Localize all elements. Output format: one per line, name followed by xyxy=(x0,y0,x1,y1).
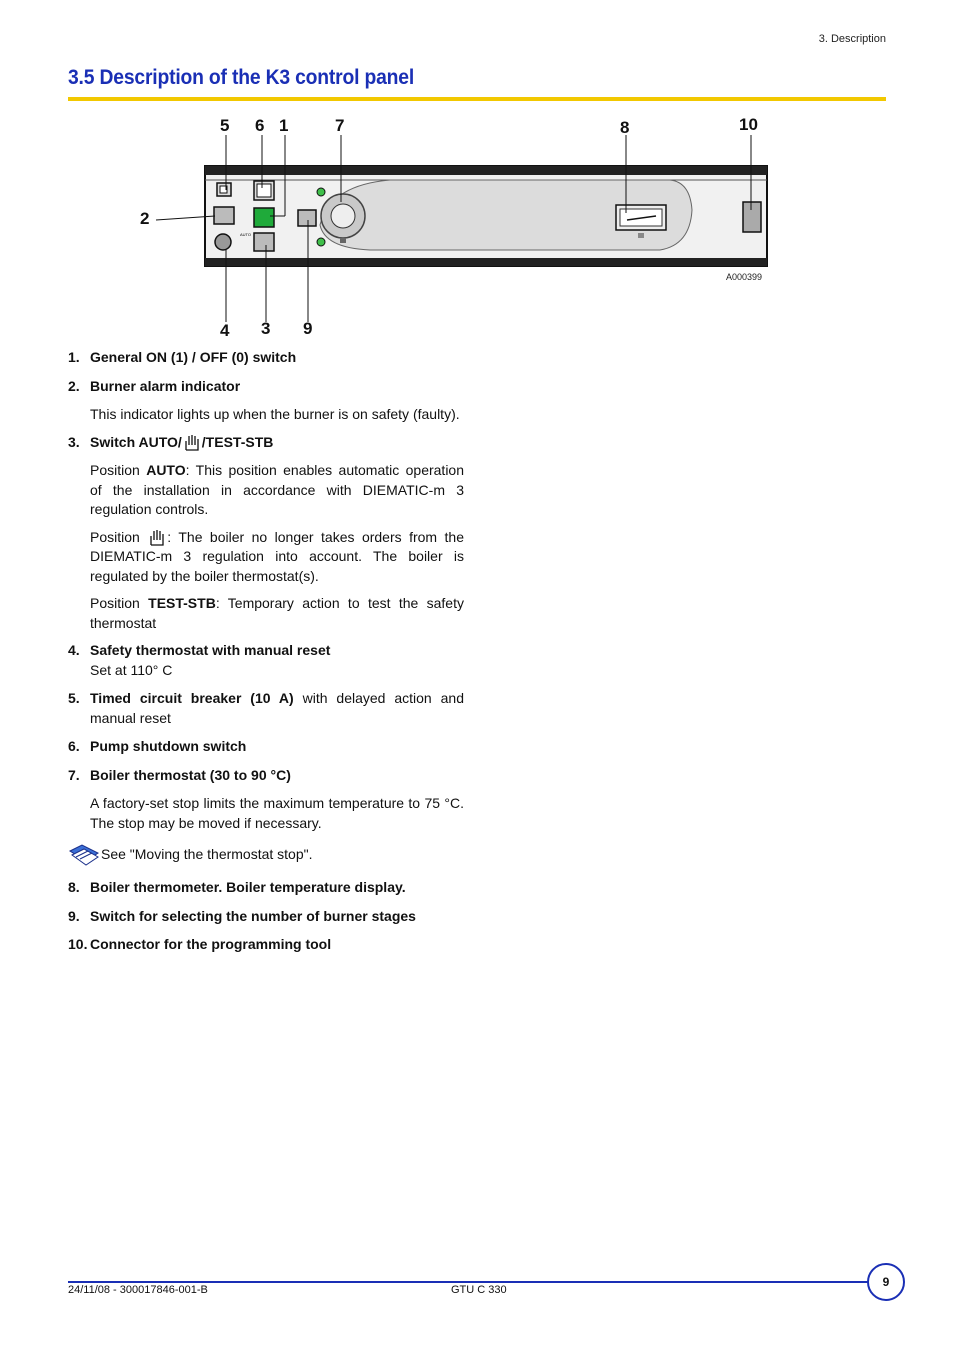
footer-rule xyxy=(68,1281,878,1283)
page-number: 9 xyxy=(867,1263,905,1301)
item-title: Connector for the programming tool xyxy=(90,936,332,952)
item-title: Switch for selecting the number of burner stages xyxy=(90,907,416,924)
control-panel-figure xyxy=(130,110,780,345)
item-title: Safety thermostat with manual reset xyxy=(90,642,331,658)
item-title-part: /TEST-STB xyxy=(201,433,274,450)
item-number: 9. xyxy=(68,907,80,924)
item-number: 6. xyxy=(68,738,80,754)
item-description: Position : The boiler no longer takes orders from the DIEMATIC-m 3 regulation into account. The boiler is regulated by the boiler thermostat(s). xyxy=(90,528,464,584)
list-item xyxy=(68,377,464,397)
callout-6: 6 xyxy=(255,116,265,135)
callout-7: 7 xyxy=(335,116,345,135)
manual-hand-icon xyxy=(182,433,202,451)
footer-document-ref: 24/11/08 - 300017846-001-B xyxy=(68,1284,208,1296)
cross-reference-text: See "Moving the thermostat stop". xyxy=(101,846,313,863)
callout-9: 9 xyxy=(303,319,313,338)
item-title-tail: with delayed action and manual reset xyxy=(90,690,464,726)
list-item xyxy=(68,641,464,680)
item-title: Burner alarm indicator xyxy=(90,377,241,394)
callout-5: 5 xyxy=(220,116,230,135)
callout-10: 10 xyxy=(739,115,758,134)
callout-2: 2 xyxy=(140,209,150,228)
panel-auto-label: AUTO xyxy=(240,232,252,237)
item-title: General ON (1) / OFF (0) switch xyxy=(90,349,297,365)
list-item xyxy=(68,935,464,955)
item-list xyxy=(68,348,464,964)
callout-4: 4 xyxy=(220,321,230,340)
cross-reference xyxy=(68,841,464,869)
item-number: 8. xyxy=(68,879,80,895)
title-underline xyxy=(68,97,886,101)
header-section-label: 3. Description xyxy=(818,33,886,45)
item-description: This indicator lights up when the burner is on safety (faulty). xyxy=(90,406,460,422)
item-number: 1. xyxy=(68,349,80,365)
item-subtext: Set at 110° C xyxy=(90,661,173,678)
item-title-part: Switch AUTO/ xyxy=(90,433,182,450)
list-item xyxy=(68,433,464,453)
list-item xyxy=(68,766,464,786)
footer-product: GTU C 330 xyxy=(451,1284,507,1296)
callout-3: 3 xyxy=(261,319,271,338)
list-item xyxy=(68,689,464,728)
item-title: Boiler thermostat (30 to 90 °C) xyxy=(90,766,291,783)
item-number: 5. xyxy=(68,690,80,706)
item-description: A factory-set stop limits the maximum temperature to 75 °C. The stop may be moved if necessary. xyxy=(90,795,464,831)
item-title: Timed circuit breaker (10 A) xyxy=(90,690,294,706)
item-number: 7. xyxy=(68,766,80,783)
reference-book-icon xyxy=(68,841,100,869)
manual-hand-icon xyxy=(147,528,167,546)
item-number: 3. xyxy=(68,433,80,450)
item-number: 4. xyxy=(68,642,80,658)
control-panel-drawing xyxy=(130,110,780,345)
page-title: 3.5 Description of the K3 control panel xyxy=(68,66,415,89)
callout-1: 1 xyxy=(279,116,289,135)
list-item xyxy=(68,907,464,927)
item-description: Position AUTO: This position enables automatic operation of the installation in accordance with DIEMATIC-m 3 regulation controls. xyxy=(90,462,465,517)
item-description: Position TEST-STB: Temporary action to test the safety thermostat xyxy=(90,595,464,631)
item-number: 2. xyxy=(68,377,80,394)
item-number: 10. xyxy=(68,936,88,952)
item-title: Pump shutdown switch xyxy=(90,738,247,754)
figure-reference: A000399 xyxy=(726,272,763,282)
callout-8: 8 xyxy=(620,118,630,137)
list-item xyxy=(68,878,464,898)
list-item xyxy=(68,737,464,757)
item-title: Boiler thermometer. Boiler temperature display. xyxy=(90,879,406,895)
list-item xyxy=(68,348,464,368)
